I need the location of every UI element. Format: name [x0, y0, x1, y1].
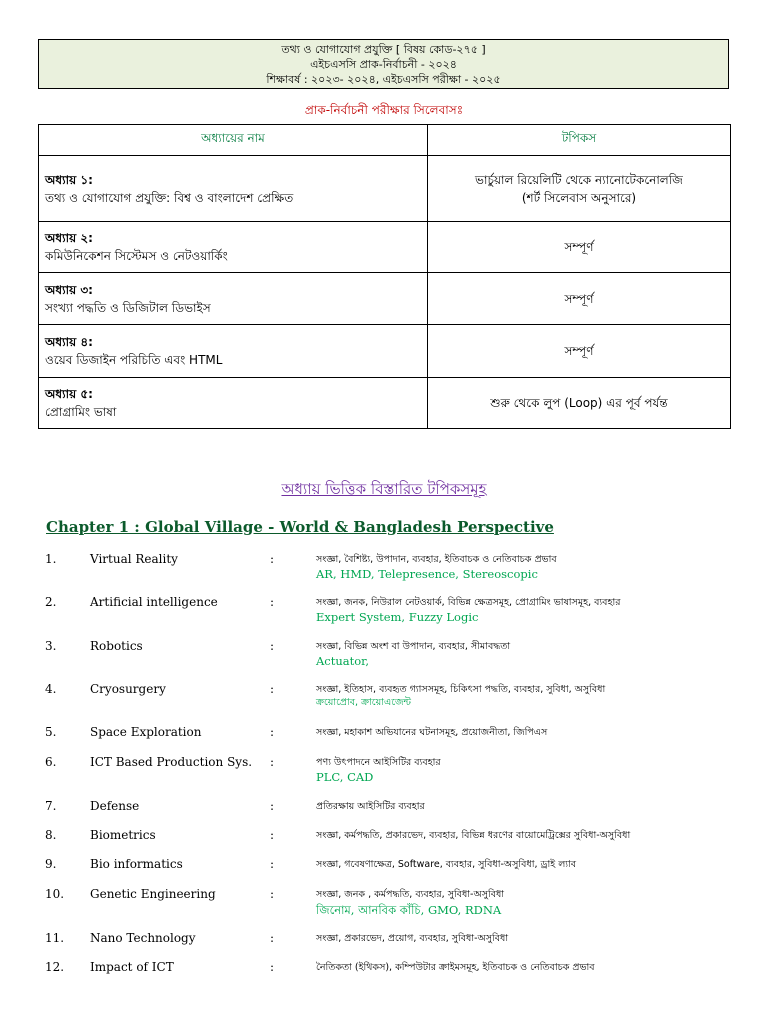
- topic-description: সংজ্ঞা, গবেষণাক্ষেত্র, Software, ব্যবহার, সুবিধা-অসুবিধা, ড্রাই ল্যাব: [316, 859, 577, 870]
- topic-number: 11.: [45, 931, 65, 945]
- syllabus-table: [38, 124, 731, 429]
- table-row: [39, 378, 731, 429]
- syllabus-title: প্রাক-নির্বাচনী পরীক্ষার সিলেবাসঃ: [304, 103, 464, 117]
- topic-colon: :: [270, 682, 275, 696]
- topic-name: Nano Technology: [90, 931, 196, 945]
- topic-colon: :: [270, 887, 275, 901]
- topic-description: সংজ্ঞা, বিভিন্ন অংশ বা উপাদান, ব্যবহার, সীমাবদ্ধতা: [316, 641, 511, 652]
- table-row: [39, 325, 731, 378]
- topic-colon: :: [270, 639, 275, 653]
- topic-keywords: জিনোম, আনবিক কাঁচি, GMO, RDNA: [316, 903, 502, 917]
- topic-name: Space Exploration: [90, 725, 202, 739]
- topic-description: সংজ্ঞা, ইতিহাস, ব্যবহৃত গ্যাসসমূহ, চিকিৎসা পদ্ধতি, ব্যবহার, সুবিধা, অসুবিধা: [316, 684, 606, 695]
- chapter-cell: [39, 156, 428, 222]
- topic-colon: :: [270, 960, 275, 974]
- header-exam: এইচএসসি প্রাক-নির্বাচনী - ২০২৪: [310, 58, 457, 71]
- chapter-name: কমিউনিকেশন সিস্টেমস ও নেটওয়ার্কিং: [45, 249, 228, 263]
- topic-colon: :: [270, 828, 275, 842]
- topic-colon: :: [270, 595, 275, 609]
- topic-keywords: ক্রয়োপ্রোব, ক্রায়োএজেন্ট: [316, 697, 411, 708]
- topic-name: Virtual Reality: [90, 552, 178, 566]
- topic-name: Biometrics: [90, 828, 156, 842]
- chapter-cell: [39, 325, 428, 378]
- topic-note: (শর্ট সিলেবাস অনুসারে): [521, 190, 637, 205]
- topic-keywords: Actuator,: [316, 654, 370, 668]
- chapter-number: অধ্যায় ২:: [45, 231, 93, 245]
- topic-number: 10.: [45, 887, 65, 901]
- chapter-number: অধ্যায় ১:: [45, 172, 93, 187]
- topic-number: 1.: [45, 552, 57, 566]
- chapter-cell: [39, 273, 428, 325]
- topic-description: সংজ্ঞা, প্রকারভেদ, প্রয়োগ, ব্যবহার, সুবিধা-অসুবিধা: [316, 933, 509, 944]
- chapter-name: সংখ্যা পদ্ধতি ও ডিজিটাল ডিভাইস: [45, 300, 211, 315]
- topic-colon: :: [270, 931, 275, 945]
- chapter-number: অধ্যায় ৩:: [45, 282, 93, 297]
- topic-description: সংজ্ঞা, মহাকাশ অভিযানের ঘটনাসমূহ, প্রয়োজনীতা, জিপিএস: [316, 727, 548, 738]
- table-row: [39, 222, 731, 273]
- topic-colon: :: [270, 755, 275, 769]
- topic-text: ভার্চুয়াল রিয়েলিটি থেকে ন্যানোটেকনোলজি: [475, 172, 683, 187]
- topic-cell: সম্পূর্ণ: [428, 325, 731, 378]
- chapter-name: ওয়েব ডিজাইন পরিচিতি এবং HTML: [45, 353, 223, 367]
- topic-name: ICT Based Production Sys.: [90, 755, 253, 769]
- topic-description: পণ্য উৎপাদনে আইসিটির ব্যবহার: [316, 757, 441, 768]
- topic-name: Robotics: [90, 639, 143, 653]
- topic-cell: সম্পূর্ণ: [428, 222, 731, 273]
- topic-name: Impact of ICT: [90, 960, 174, 974]
- topic-keywords: PLC, CAD: [316, 770, 374, 784]
- topic-name: Defense: [90, 799, 140, 813]
- chapter-number: অধ্যায় ৪:: [45, 335, 93, 349]
- topic-description: সংজ্ঞা, কর্মপদ্ধতি, প্রকারভেদ, ব্যবহার, বিভিন্ন ধরণের বায়োমেট্রিক্সের সুবিধা-অসুবিধা: [316, 830, 631, 841]
- header-subject: তথ্য ও যোগাযোগ প্রযুক্তি [ বিষয় কোড-২৭৫ ]: [281, 43, 486, 56]
- topic-name: Artificial intelligence: [90, 595, 218, 609]
- section-title: অধ্যায় ভিত্তিক বিস্তারিত টপিকসমূহ: [281, 480, 487, 498]
- topic-name: Bio informatics: [90, 857, 183, 871]
- header-topics: টপিকস: [428, 125, 731, 156]
- topic-cell: [428, 156, 731, 222]
- table-header-row: [39, 125, 731, 156]
- chapter-name: তথ্য ও যোগাযোগ প্রযুক্তি: বিশ্ব ও বাংলাদেশ প্রেক্ষিত: [45, 190, 294, 205]
- chapter-cell: [39, 378, 428, 429]
- topic-colon: :: [270, 799, 275, 813]
- chapter-cell: [39, 222, 428, 273]
- topic-description: সংজ্ঞা, জনক , কর্মপদ্ধতি, ব্যবহার, সুবিধা-অসুবিধা: [316, 889, 505, 900]
- topic-colon: :: [270, 552, 275, 566]
- topic-number: 5.: [45, 725, 57, 739]
- topic-number: 7.: [45, 799, 57, 813]
- topic-number: 4.: [45, 682, 57, 696]
- chapter1-title: Chapter 1 : Global Village - World & Bangladesh Perspective: [46, 518, 554, 536]
- table-row: [39, 156, 731, 222]
- topic-number: 3.: [45, 639, 57, 653]
- topic-keywords: Expert System, Fuzzy Logic: [316, 610, 479, 624]
- topic-number: 8.: [45, 828, 57, 842]
- header-box: [38, 39, 729, 89]
- topic-number: 9.: [45, 857, 57, 871]
- topic-colon: :: [270, 857, 275, 871]
- topic-cell: সম্পূর্ণ: [428, 273, 731, 325]
- topic-colon: :: [270, 725, 275, 739]
- topic-description: সংজ্ঞা, জনক, নিউরাল নেটওয়ার্ক, বিভিন্ন ক্ষেত্রসমূহ, প্রোগ্রামিং ভাষাসমূহ, ব্যবহার: [316, 597, 621, 608]
- chapter-number: অধ্যায় ৫:: [45, 387, 93, 401]
- topic-keywords: AR, HMD, Telepresence, Stereoscopic: [316, 567, 538, 581]
- chapter-name: প্রোগ্রামিং ভাষা: [45, 405, 117, 419]
- topic-description: প্রতিরক্ষায় আইসিটির ব্যবহার: [316, 801, 425, 812]
- header-chapter-name: অধ্যায়ের নাম: [39, 125, 428, 156]
- table-row: [39, 273, 731, 325]
- topic-name: Cryosurgery: [90, 682, 166, 696]
- header-session: শিক্ষাবর্ষ : ২০২৩- ২০২৪, এইচএসসি পরীক্ষা - ২০২৫: [266, 73, 501, 86]
- topic-number: 6.: [45, 755, 57, 769]
- topic-cell: শুরু থেকে লুপ (Loop) এর পূর্ব পর্যন্ত: [428, 378, 731, 429]
- topic-description: সংজ্ঞা, বৈশিষ্ট্য, উপাদান, ব্যবহার, ইতিবাচক ও নেতিবাচক প্রভাব: [316, 554, 557, 565]
- topic-description: নৈতিকতা (ইথিকস), কম্পিউটার ক্রাইমসমূহ, ইতিবাচক ও নেতিবাচক প্রভাব: [316, 962, 595, 973]
- topic-name: Genetic Engineering: [90, 887, 216, 901]
- topic-number: 12.: [45, 960, 65, 974]
- topic-number: 2.: [45, 595, 57, 609]
